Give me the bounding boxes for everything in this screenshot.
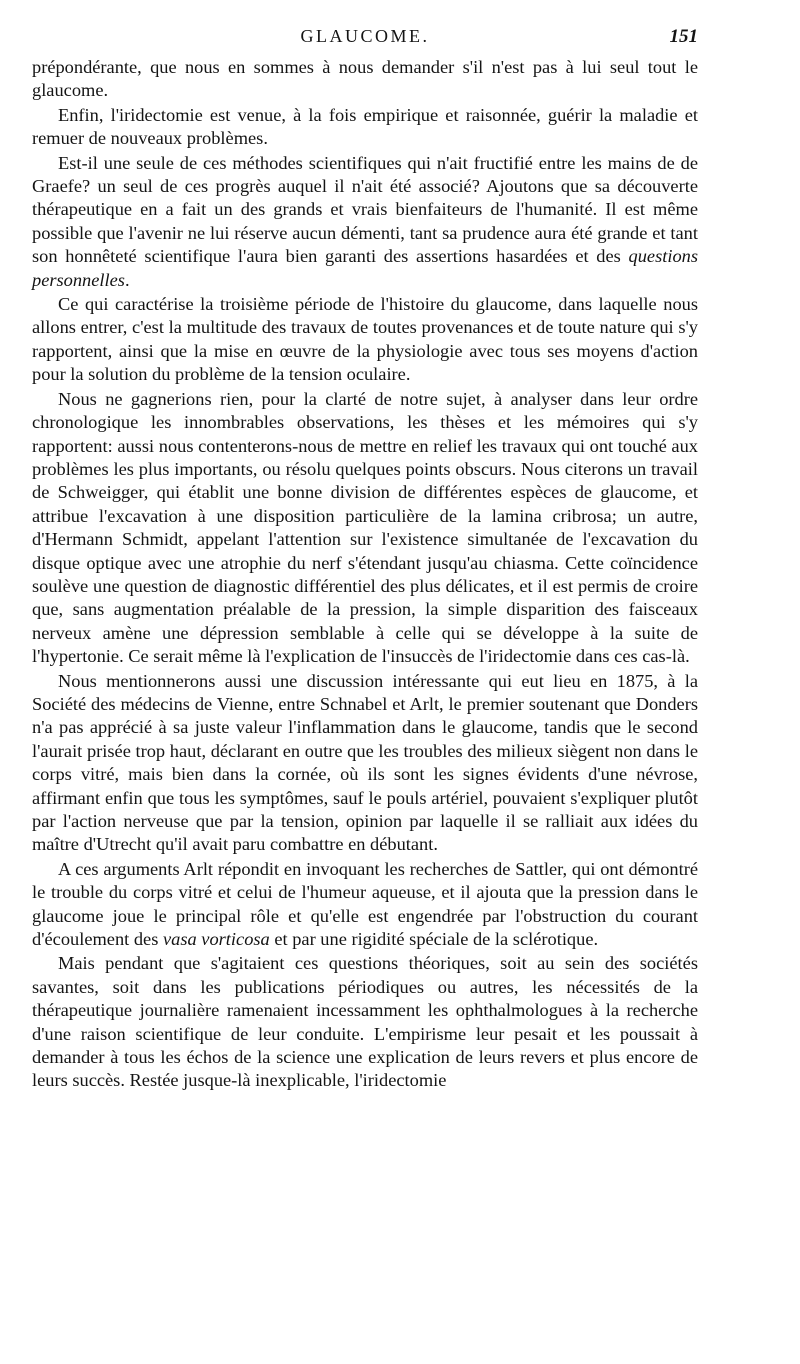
paragraph-4: Ce qui caractérise la troisième période de l'histoire du glaucome, dans laquelle nous allons entrer, c'est la multitude des travaux de toutes provenances et de toute nature qui s'y rapportent, ainsi que la mise en œuvre de la physiologie avec tous ses moyens d'action pour la solution du problème de la tension oculaire. bbox=[32, 294, 698, 385]
paragraph-3-text: Est-il une seule de ces méthodes scientifiques qui n'ait fructifié entre les mains de de Graefe? un seul de ces progrès auquel il n'ait été associé? Ajoutons que sa découverte thérapeutique en a fait un des grands et vrais bienfaiteurs de l'humanité. Il est même possible que l'avenir ne lui réserve aucun démenti, tant sa prudence aura été grande et tant son honnêteté scientifique l'aura bien garanti des assertions hasardées et des bbox=[32, 152, 698, 267]
paragraph-2: Enfin, l'iridectomie est venue, à la fois empirique et raisonnée, guérir la maladie et remuer de nouveaux problèmes. bbox=[32, 104, 698, 149]
paragraph-7 bbox=[32, 858, 698, 952]
running-title: GLAUCOME. bbox=[300, 26, 430, 46]
paragraph-6: Nous mentionnerons aussi une discussion intéressante qui eut lieu en 1875, à la Société des médecins de Vienne, entre Schnabel et Arlt, le premier soutenant que Donders n'a pas apprécié à sa juste valeur l'inflammation dans le glaucome, tandis que le second l'aurait prisée trop haut, déclarant en outre que les troubles des milieux siègent non dans le corps vitré, mais bien dans la cornée, où ils sont les signes évidents d'une névrose, affirmant enfin que tous les symptômes, sauf le pouls artériel, pouvaient s'expliquer plutôt par l'action nerveuse que par la tension, opinion par laquelle il se ralliait aux idées du maître d'Utrecht qu'il avait paru combattre en débutant. bbox=[32, 670, 698, 855]
italic-phrase: vasa vorticosa bbox=[162, 929, 270, 950]
page-header bbox=[32, 26, 698, 52]
paragraph-3-end: . bbox=[124, 269, 130, 290]
page-number: 151 bbox=[669, 26, 698, 47]
paragraph-7-end: et par une rigidité spéciale de la sclérotique. bbox=[269, 929, 599, 950]
paragraph-3 bbox=[32, 152, 698, 292]
paragraph-1: prépondérante, que nous en sommes à nous demander s'il n'est pas à lui seul tout le glaucome. bbox=[32, 57, 698, 101]
paragraph-5: Nous ne gagnerions rien, pour la clarté de notre sujet, à analyser dans leur ordre chronologique les innombrables observations, les thèses et les mémoires qui s'y rapportent: aussi nous contenterons-nous de mettre en relief les travaux qui ont touché aux problèmes les plus importants, ou résolu quelques points obscurs. Nous citerons un travail de Schweigger, qui établit une bonne division de différentes espèces de glaucome, et attribue l'excavation à une disposition particulière de la lamina cribrosa; un autre, d'Hermann Schmidt, appelant l'attention sur l'existence simultanée de l'excavation du disque optique avec une atrophie du nerf s'étendant jusqu'au chiasma. Cette coïncidence soulève une question de diagnostic différentiel des plus délicates, et il est permis de croire que, sans augmentation préalable de la pression, la simple disparition des faisceaux nerveux amène une dépression semblable à celle qui se développe à la suite de l'hypertonie. Ce serait même là l'explication de l'insuccès de l'iridectomie dans ces cas-là. bbox=[32, 388, 698, 667]
paragraph-8: Mais pendant que s'agitaient ces questions théoriques, soit au sein des sociétés savantes, soit dans les publications périodiques ou autres, les nécessités de la thérapeutique journalière ramenaient incessamment les ophthalmologues à la recherche d'une raison scientifique de leur conduite. L'empirisme leur pesait et les poussait à demander à tous les échos de la science une explication de leurs revers et plus encore de leurs succès. Restée jusque-là inexplicable, l'iridectomie bbox=[32, 953, 698, 1091]
paragraph-7-text: A ces arguments Arlt répondit en invoquant les recherches de Sattler, qui ont démontré le trouble du corps vitré et celui de l'humeur aqueuse, et il ajouta que la pression dans le glaucome joue le principal rôle et qu'elle est engendrée par l'obstruction du courant d'écoulement des bbox=[32, 858, 698, 950]
page-body bbox=[32, 56, 698, 1093]
italic-phrase: questions personnelles bbox=[32, 246, 698, 290]
